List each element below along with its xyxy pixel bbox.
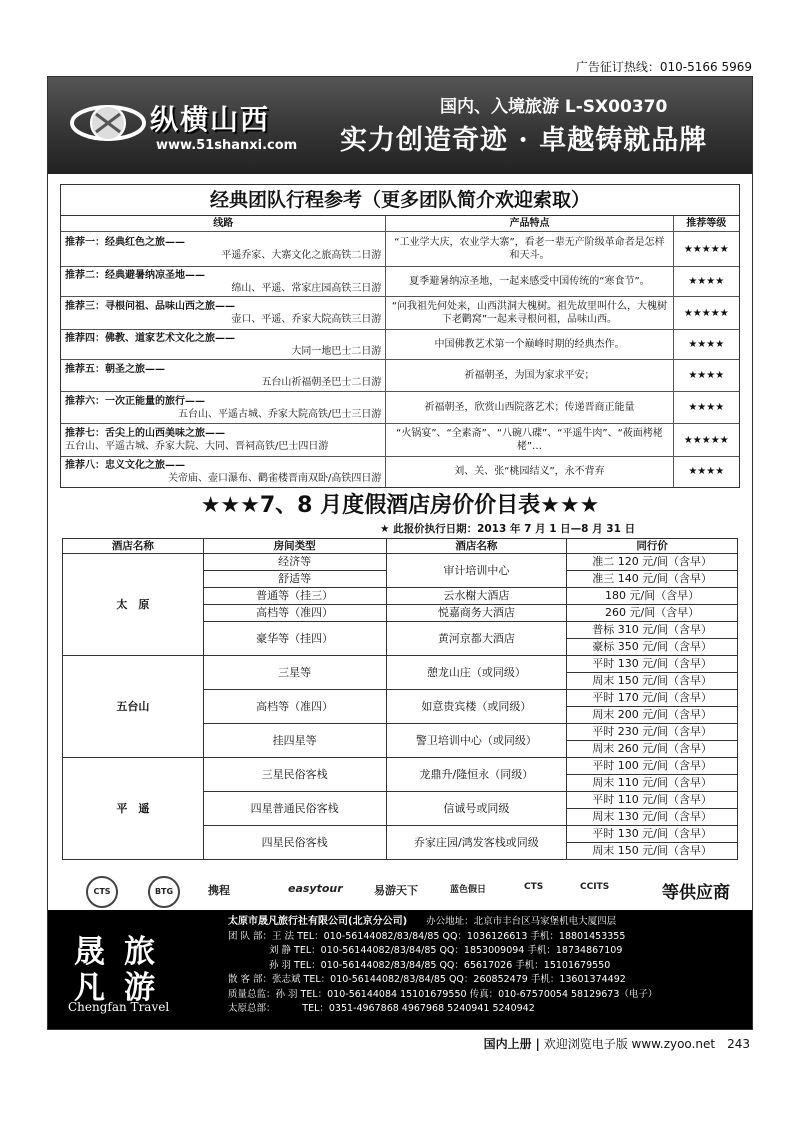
room-price: 准三 140 元/间（含早） <box>567 571 738 588</box>
route-title: 推荐五：朝圣之旅—— <box>65 363 165 375</box>
room-price: 周末 150 元/间（含早） <box>567 673 738 690</box>
room-price: 260 元/间（含早） <box>567 605 738 622</box>
rating-stars: ★★★★ <box>673 267 739 297</box>
supplier-logo: 携程 <box>208 884 230 897</box>
hotel-name: 云水榭大酒店 <box>386 588 567 605</box>
contact-line: 散 客 部：张志斌 TEL：010-56144082/83/84/85 QQ：260852479 手机：13601374492 <box>228 974 626 985</box>
room-type: 舒适等 <box>203 571 386 588</box>
supplier-logo: CTS <box>86 876 118 908</box>
tour-row <box>61 267 739 297</box>
room-price: 准二 120 元/间（含早） <box>567 554 738 571</box>
col-header-route: 线路 <box>61 216 386 232</box>
rating-stars: ★★★★ <box>673 330 739 360</box>
col-header-rating: 推荐等级 <box>673 216 739 232</box>
route-sub: 大同一地巴士二日游 <box>291 345 382 357</box>
contact-line: 孙 羽 TEL：010-56144082/83/84/85 QQ：65617026 手机：15101679550 <box>228 959 611 971</box>
tour-header-row <box>61 216 739 232</box>
room-type: 高档等（准四） <box>203 605 386 622</box>
hotel-price-title: ★★★7、8 月度假酒店房价价目表★★★ <box>200 493 600 518</box>
supplier-logo: CTS <box>524 882 544 892</box>
route-sub: 五台山、平遥古城、乔家大院高铁/巴士三日游 <box>178 408 382 420</box>
route-title: 推荐六：一次正能量的旅行—— <box>65 395 205 407</box>
license-number: 国内、入境旅游 L-SX00370 <box>440 97 668 117</box>
tour-row <box>61 424 739 457</box>
logo-english: Chengfan Travel <box>68 1000 170 1014</box>
room-price: 平时 100 元/间（含早） <box>567 758 738 775</box>
room-price: 平时 230 元/间（含早） <box>567 724 738 741</box>
supplier-logo: easytour <box>288 882 343 895</box>
ad-hotline: 广告征订热线：010-5166 5969 <box>575 60 752 74</box>
room-type: 三星等 <box>203 656 386 690</box>
route-title: 推荐四：佛教、道家艺术文化之旅—— <box>65 332 235 344</box>
hotel-name: 黄河京都大酒店 <box>386 622 567 656</box>
col-header-room-type: 房间类型 <box>203 539 386 554</box>
page-footer: 国内上册 | 欢迎浏览电子版 www.zyoo.net 243 <box>483 1037 750 1051</box>
contact-line: 质量总监：孙 羽 TEL：010-56144084 15101679550 传真：010-67570054 58129673（电子） <box>228 988 658 1000</box>
room-price: 180 元/间（含早） <box>567 588 738 605</box>
hotel-price-table <box>62 538 738 860</box>
supplier-logo: CCITS <box>580 882 610 892</box>
route-feature: “火锅宴”、“全素斋”、“八碗八碟”、“平遥牛肉”、“莜面栲栳栳”… <box>386 424 673 457</box>
logo-char: 旅 <box>124 934 155 970</box>
chengfan-logo <box>60 918 192 1022</box>
hotel-name: 信诚号或同级 <box>386 792 567 826</box>
globe-logo-icon <box>68 92 148 154</box>
room-type: 普通等（挂三） <box>203 588 386 605</box>
route-feature: “问我祖先何处来，山西洪洞大槐树。祖先故里叫什么，大槐树下老鹳窝”一起来寻根问祖，品味山西。 <box>386 297 673 330</box>
tour-table-title: 经典团队行程参考（更多团队简介欢迎索取） <box>61 185 739 216</box>
tour-table <box>61 216 739 487</box>
hotel-name: 龙鼎升/隆恒永（同级） <box>386 758 567 792</box>
hotel-name: 如意贵宾楼（或同级） <box>386 690 567 724</box>
tour-row <box>61 232 739 267</box>
room-price: 周末 130 元/间（含早） <box>567 809 738 826</box>
brand-name: 纵横山西 <box>150 103 271 136</box>
supplier-logo: BTG <box>148 876 180 908</box>
logo-char: 晟 <box>74 934 105 970</box>
hotel-name: 乔家庄园/鸿发客栈或同级 <box>386 826 567 860</box>
tour-row <box>61 360 739 392</box>
rating-stars: ★★★★ <box>673 392 739 424</box>
slogan: 实力创造奇迹 · 卓越铸就品牌 <box>340 125 708 156</box>
route-sub: 关帝庙、壶口瀑布、鹳雀楼晋南双卧/高铁四日游 <box>168 472 382 484</box>
room-price: 豪标 350 元/间（含早） <box>567 639 738 656</box>
room-price: 周末 150 元/间（含早） <box>567 843 738 860</box>
route-feature: 刘、关、张“桃园结义”，永不背弃 <box>386 457 673 487</box>
route-feature: 中国佛教艺术第一个巅峰时期的经典杰作。 <box>386 330 673 360</box>
logo-char: 凡 <box>74 970 105 1006</box>
supplier-logo: 易游天下 <box>374 884 418 897</box>
col-header-city: 酒店名称 <box>63 539 204 554</box>
company-name: 太原市晟凡旅行社有限公司(北京分公司) <box>228 916 408 927</box>
room-type: 经济等 <box>203 554 386 571</box>
table-row <box>63 554 738 571</box>
hotel-header-row <box>63 539 738 554</box>
room-type: 挂四星等 <box>203 724 386 758</box>
hotel-name: 警卫培训中心（或同级） <box>386 724 567 758</box>
room-price: 普标 310 元/间（含早） <box>567 622 738 639</box>
rating-stars: ★★★★★ <box>673 232 739 267</box>
contact-block <box>228 915 748 1017</box>
section-name: 国内上册 <box>483 1037 532 1051</box>
route-title: 推荐七：舌尖上的山西美味之旅—— <box>65 428 225 439</box>
room-type: 四星普通民俗客栈 <box>203 792 386 826</box>
contact-line: 太原总部： TEL：0351-4967868 4967968 5240941 5240942 <box>228 1003 535 1014</box>
room-price: 平时 110 元/间（含早） <box>567 792 738 809</box>
route-sub: 壶口、平遥、乔家大院高铁三日游 <box>231 314 382 325</box>
rating-stars: ★★★★ <box>673 360 739 392</box>
contact-line: 刘 静 TEL：010-56144082/83/84/85 QQ：1853009094 手机：18734867109 <box>228 945 623 956</box>
site-promo: 欢迎浏览电子版 www.zyoo.net <box>543 1037 716 1051</box>
route-sub: 平遥乔家、大寨文化之旅高铁二日游 <box>221 250 382 261</box>
room-price: 平时 170 元/间（含早） <box>567 690 738 707</box>
room-price: 周末 260 元/间（含早） <box>567 741 738 758</box>
room-price: 周末 200 元/间（含早） <box>567 707 738 724</box>
tour-row <box>61 330 739 360</box>
room-type: 四星民俗客栈 <box>203 826 386 860</box>
contact-line: 团 队 部：王 法 TEL：010-56144082/83/84/85 QQ：1036126613 手机：18801453355 <box>228 930 626 942</box>
city-taiyuan: 太 原 <box>63 554 204 656</box>
route-sub: 五台山祈福朝圣巴士二日游 <box>261 376 382 388</box>
supplier-logo: 蓝色假日 <box>450 885 487 895</box>
col-header-price: 同行价 <box>567 539 738 554</box>
tour-row <box>61 457 739 487</box>
route-feature: 夏季避暑纳凉圣地，一起来感受中国传统的“寒食节”。 <box>386 267 673 297</box>
rating-stars: ★★★★ <box>673 457 739 487</box>
route-feature: “工业学大庆，农业学大寨”，看老一辈无产阶级革命者是怎样和天斗。 <box>386 232 673 267</box>
route-title: 推荐二：经典避暑纳凉圣地—— <box>65 269 205 281</box>
route-title: 推荐一：经典红色之旅—— <box>65 237 185 248</box>
logo-char: 游 <box>124 970 155 1006</box>
supplier-label: 等供应商 <box>662 883 730 903</box>
rating-stars: ★★★★★ <box>673 297 739 330</box>
table-row <box>63 758 738 775</box>
route-feature: 祈福朝圣，欣赏山西院落艺术；传递晋商正能量 <box>386 392 673 424</box>
city-pingyao: 平 遥 <box>63 758 204 860</box>
route-title: 推荐三：寻根问祖、品味山西之旅—— <box>65 301 235 312</box>
room-price: 周末 110 元/间（含早） <box>567 775 738 792</box>
price-execution-date: ★ 此报价执行日期：2013 年 7 月 1 日—8 月 31 日 <box>380 523 636 535</box>
tour-row <box>61 297 739 330</box>
hotel-name: 憩龙山庄（或同级） <box>386 656 567 690</box>
tour-itinerary-box <box>60 184 740 488</box>
rating-stars: ★★★★★ <box>673 424 739 457</box>
hotel-name: 审计培训中心 <box>386 554 567 588</box>
office-address: 办公地址：北京市丰台区马家堡机电大厦四层 <box>426 916 617 927</box>
tour-row <box>61 392 739 424</box>
hotel-name: 悦嘉商务大酒店 <box>386 605 567 622</box>
room-type: 高档等（准四） <box>203 690 386 724</box>
page-number: 243 <box>727 1037 750 1051</box>
brand-url: www.51shanxi.com <box>156 138 298 153</box>
room-price: 平时 130 元/间（含早） <box>567 656 738 673</box>
route-feature: 祈福朝圣，为国为家求平安； <box>386 360 673 392</box>
city-wutaishan: 五台山 <box>63 656 204 758</box>
room-type: 三星民俗客栈 <box>203 758 386 792</box>
supplier-logos <box>80 872 730 908</box>
col-header-feature: 产品特点 <box>386 216 673 232</box>
room-type: 豪华等（挂四） <box>203 622 386 656</box>
col-header-hotel: 酒店名称 <box>386 539 567 554</box>
route-sub: 五台山、平遥古城、乔家大院、大同、晋祠高铁/巴士四日游 <box>65 441 329 452</box>
route-title: 推荐八：忠义文化之旅—— <box>65 459 185 471</box>
route-sub: 绵山、平遥、常家庄园高铁三日游 <box>231 282 382 294</box>
room-price: 平时 130 元/间（含早） <box>567 826 738 843</box>
table-row <box>63 656 738 673</box>
